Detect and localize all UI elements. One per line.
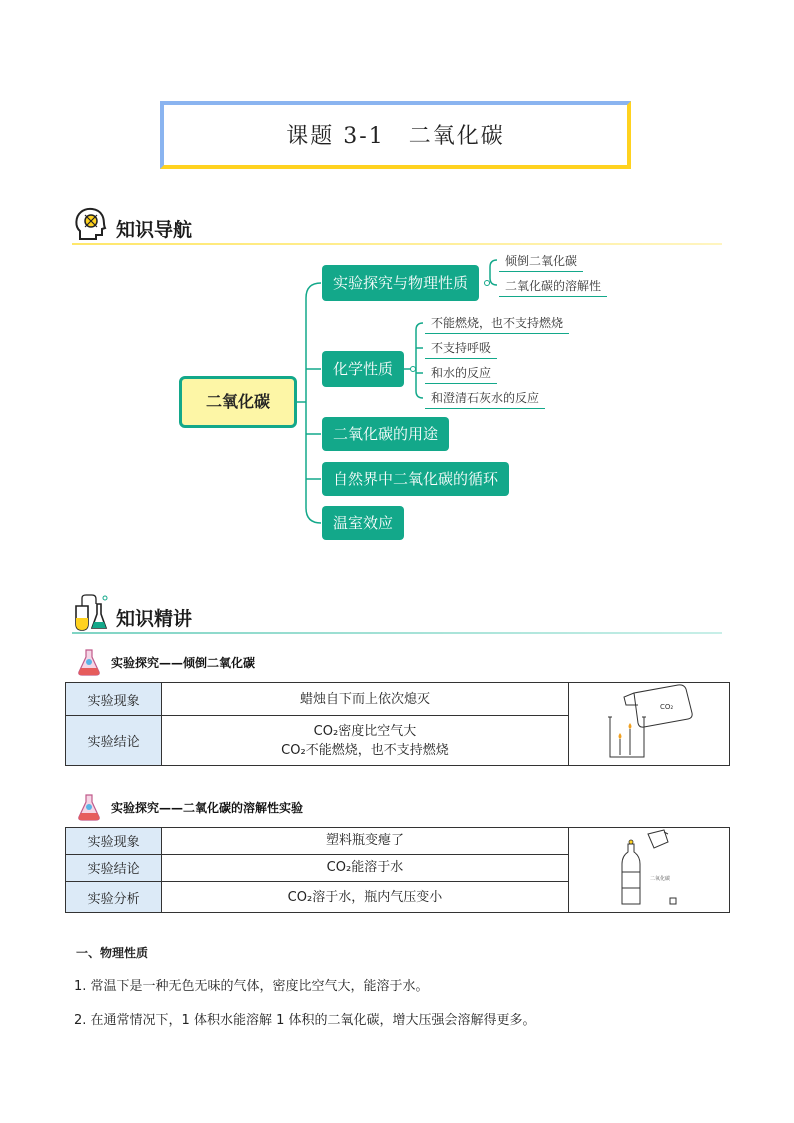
experiment-table — [65, 827, 730, 913]
pour-co2-figure — [604, 683, 694, 761]
value-line: CO₂能溶于水 — [326, 860, 404, 876]
table-value — [162, 683, 569, 716]
bottle-figure — [614, 828, 684, 908]
paragraph: 1. 常温下是一种无色无味的气体，密度比空气大，能溶于水。 — [74, 979, 429, 994]
section-divider — [72, 632, 722, 634]
table-value — [162, 716, 569, 766]
table-key: 实验结论 — [66, 716, 162, 766]
experiment-figure — [568, 683, 729, 766]
section-header-explain — [72, 594, 722, 634]
table-key: 实验结论 — [66, 854, 162, 882]
paragraph: 2. 在通常情况下，1 体积水能溶解 1 体积的二氧化碳，增大压强会溶解得更多。 — [74, 1013, 536, 1028]
lab-flask-icon — [72, 594, 110, 632]
mind-map-branch: 温室效应 — [322, 506, 404, 540]
value-line: CO₂溶于水，瓶内气压变小 — [287, 889, 443, 905]
value-line: CO₂密度比空气大 — [313, 723, 417, 739]
subsection-title: 一、物理性质 — [76, 946, 149, 960]
experiment-title: 实验探究——倾倒二氧化碳 — [111, 656, 256, 670]
section-title: 知识精讲 — [116, 608, 193, 630]
mind-map-root: 二氧化碳 — [179, 376, 297, 428]
experiment-title: 实验探究——二氧化碳的溶解性实验 — [111, 801, 304, 815]
value-line: 塑料瓶变瘪了 — [325, 833, 404, 849]
page-title: 课题 3-1 二氧化碳 — [286, 124, 505, 149]
table-row — [66, 683, 730, 716]
table-value — [162, 882, 569, 913]
mind-map-leaf: 二氧化碳的溶解性 — [499, 277, 607, 297]
mind-map-branch: 自然界中二氧化碳的循环 — [322, 462, 509, 496]
value-line: CO₂不能燃烧，也不支持燃烧 — [281, 742, 449, 758]
mind-map-branch: 实验探究与物理性质 — [322, 265, 479, 301]
experiment-table — [65, 682, 730, 766]
mind-map-leaf: 和澄清石灰水的反应 — [425, 389, 545, 409]
figure-label: 二氧化碳 — [649, 876, 670, 882]
flask-icon — [76, 793, 102, 821]
mind-map-leaf: 和水的反应 — [425, 364, 497, 384]
flask-icon — [76, 648, 102, 676]
table-row — [66, 828, 730, 855]
section-title: 知识导航 — [116, 219, 193, 241]
table-value — [162, 854, 569, 882]
table-key: 实验现象 — [66, 828, 162, 855]
experiment-figure — [568, 828, 729, 913]
value-line: 蜡烛自下而上依次熄灭 — [299, 691, 430, 707]
table-key: 实验现象 — [66, 683, 162, 716]
mind-map-leaf: 倾倒二氧化碳 — [499, 252, 583, 272]
mind-map-branch: 二氧化碳的用途 — [322, 417, 449, 451]
mind-map-leaf: 不能燃烧，也不支持燃烧 — [425, 314, 569, 334]
table-key: 实验分析 — [66, 882, 162, 913]
mind-map-leaf: 不支持呼吸 — [425, 339, 497, 359]
mind-map-branch: 化学性质 — [322, 351, 404, 387]
table-value — [162, 828, 569, 855]
figure-label: CO₂ — [659, 703, 674, 711]
